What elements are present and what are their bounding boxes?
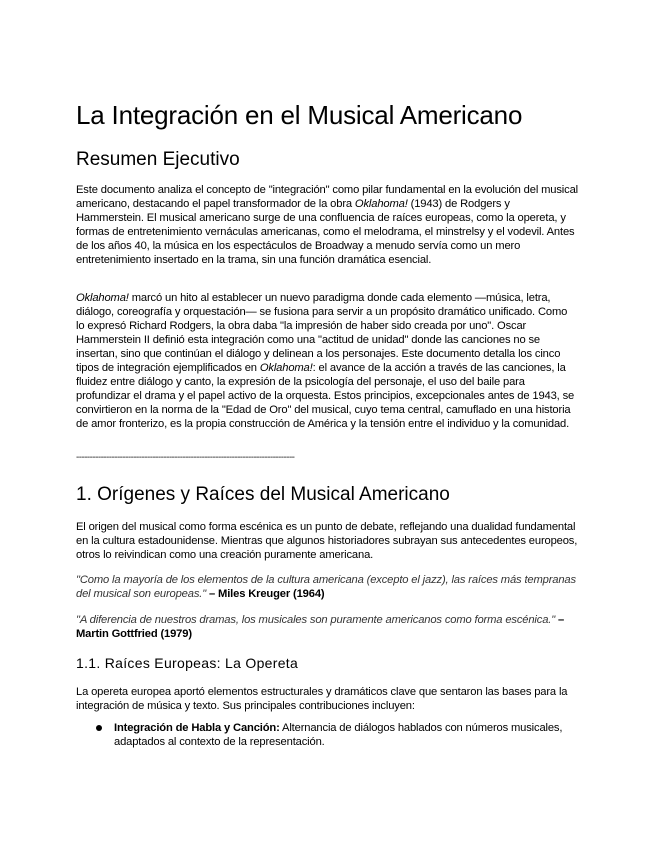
text-run: marcó un hito al establecer un nuevo paradigma donde cada elemento —música, letra, diálogo, coreografía y orquestación— se fusiona para servir a un propósito dramático unificado. Como lo expresó Richard Rodgers, la obra daba "la impresión de haber sido creada por uno". Oscar Hammerstein II definió esta integración como una "actitud de unidad" donde las canciones no se insertan, sino que continúan el diálogo y delinean a los personajes. Este documento detalla los cinco tipos de integración ejemplificados en: [76, 292, 568, 374]
list-item-text: Alternancia de diálogos hablados con números musicales, adaptados al contexto de la representación.: [114, 722, 563, 748]
work-title-emphasis: Oklahoma!: [259, 362, 313, 374]
quote-attribution: – Martin Gottfried (1979): [76, 614, 565, 640]
section-separator: --------------------------------------------------------------------------------: [76, 452, 295, 463]
quote-kreuger: [76, 573, 578, 601]
text-run: Este documento analiza el concepto de "integración" como pilar fundamental en la evolución del musical americano, destacando el papel transformador de la obra: [76, 184, 578, 210]
text-run: (1943) de Rodgers y Hammerstein. El musical americano surge de una confluencia de raíces europeas, como la opereta, y formas de entretenimiento vernáculas americanas, como el melodrama, el minstrelsy y el vodevil. Antes de los años 40, la música en los espectáculos de Broadway a menudo servía como un mero entretenimiento insertado en la trama, sin una función dramática esencial.: [76, 198, 575, 266]
bullet-icon: [96, 725, 102, 731]
document-title: La Integración en el Musical Americano: [76, 100, 523, 130]
quote-text: "A diferencia de nuestros dramas, los musicales son puramente americanos como forma escénica.": [76, 614, 556, 626]
text-run: : el avance de la acción a través de las canciones, la fluidez entre diálogo y canto, la expresión de la psicología del personaje, el uso del baile para profundizar el drama y el papel activo de la orquesta. Estos principios, excepcionales antes de 1943, se convirtieron en la norma de la "Edad de Oro" del musical, cuyo tema central, camuflado en una historia de amor fronterizo, es la propia construcción de América y la tensión entre el individuo y la comunidad.: [76, 362, 575, 430]
subsection-1-1-heading: 1.1. Raíces Europeas: La Opereta: [76, 655, 299, 671]
quote-attribution: – Miles Kreuger (1964): [206, 588, 325, 600]
section-1-paragraph: El origen del musical como forma escénica es un punto de debate, reflejando una dualidad fundamental en la cultura estadounidense. Mientras que algunos historiadores subrayan sus antecedentes europeos, otros lo reivindican como una creación puramente americana.: [76, 521, 578, 561]
summary-paragraph-1: [76, 183, 578, 267]
work-title-emphasis: Oklahoma!: [76, 292, 129, 304]
list-item-title: Integración de Habla y Canción:: [114, 722, 280, 734]
summary-paragraph-2: [76, 291, 578, 431]
executive-summary-heading: Resumen Ejecutivo: [76, 149, 240, 170]
quote-gottfried: [76, 613, 578, 641]
quote-text: "Como la mayoría de los elementos de la cultura americana (excepto el jazz), las raíces más tempranas del musical son europeas.": [76, 574, 576, 600]
contributions-list: [96, 721, 576, 749]
list-item: [96, 721, 576, 749]
section-1-heading: 1. Orígenes y Raíces del Musical Americano: [76, 484, 450, 505]
subsection-paragraph: La opereta europea aportó elementos estructurales y dramáticos clave que sentaron las bases para la integración de música y texto. Sus principales contribuciones incluyen:: [76, 686, 568, 712]
work-title-emphasis: Oklahoma!: [354, 198, 408, 210]
